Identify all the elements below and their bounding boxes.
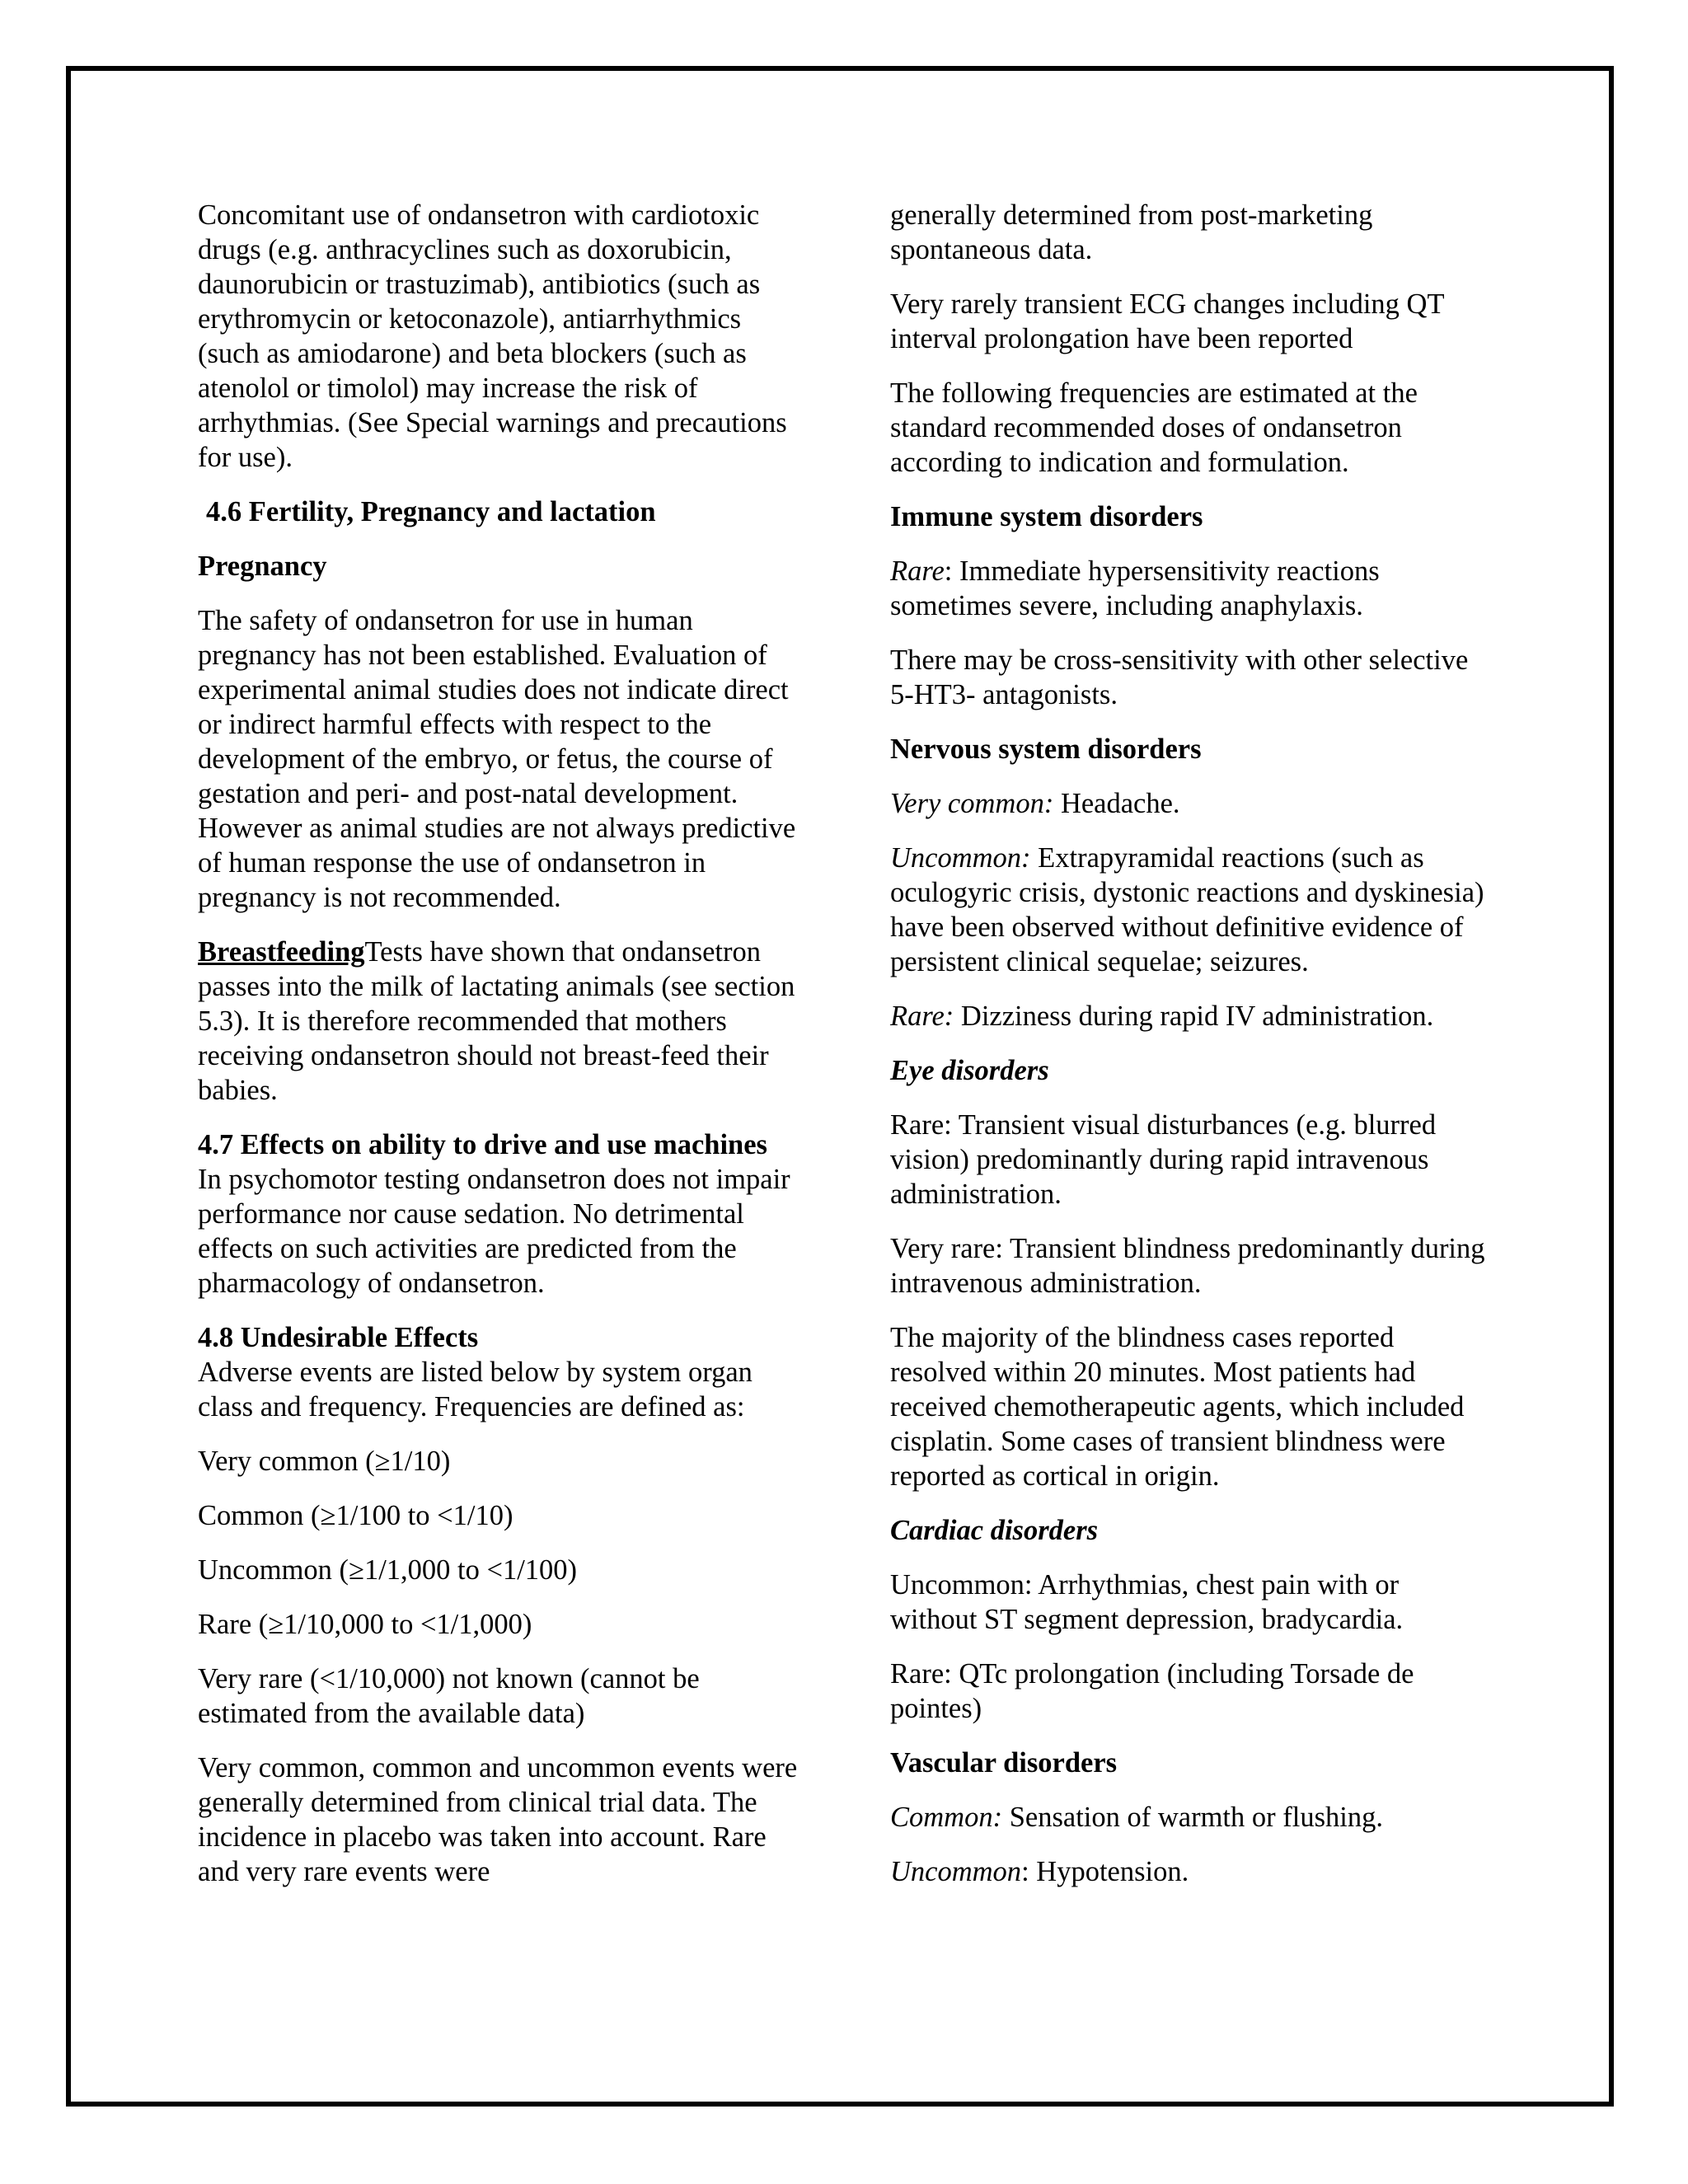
pregnancy-heading: Pregnancy	[198, 551, 327, 582]
nervous-uncommon-text: Extrapyramidal reactions (such as oculogyric crisis, dystonic reactions and dyskinesia) have been observed without definitive evidence of persistent clinical sequelae; seizures.	[890, 842, 1484, 977]
frequency-very-common: Very common (≥1/10)	[198, 1446, 451, 1477]
nervous-very-common-label: Very common:	[890, 788, 1054, 819]
breastfeeding-paragraph	[198, 935, 799, 1108]
eye-very-rare-paragraph: Very rare: Transient blindness predominantly during intravenous administration.	[890, 1233, 1485, 1299]
vascular-common	[890, 1800, 1492, 1835]
immune-heading: Immune system disorders	[890, 501, 1203, 532]
concomitant-paragraph: Concomitant use of ondansetron with cardiotoxic drugs (e.g. anthracyclines such as doxorubicin, daunorubicin or trastuzimab), antibiotics (such as erythromycin or ketoconazole), antiarrhythmics (such as amiodarone) and beta blockers (such as atenolol or timolol) may increase the risk of arrhythmias. (See Special warnings and precautions for use).	[198, 199, 787, 473]
section-4-7-heading: 4.7 Effects on ability to drive and use machines	[198, 1129, 767, 1160]
immune-rare-text: : Immediate hypersensitivity reactions sometimes severe, including anaphylaxis.	[890, 555, 1380, 621]
cross-sensitivity-paragraph: There may be cross-sensitivity with other selective 5-HT3- antagonists.	[890, 644, 1469, 710]
cardiac-uncommon-paragraph: Uncommon: Arrhythmias, chest pain with or without ST segment depression, bradycardia.	[890, 1569, 1404, 1635]
estimated-paragraph: The following frequencies are estimated at the standard recommended doses of ondansetron according to indication and formulation.	[890, 377, 1418, 478]
blindness-paragraph: The majority of the blindness cases reported resolved within 20 minutes. Most patients had received chemotherapeutic agents, which included cisplatin. Some cases of transient blindness were reported as cortical in origin.	[890, 1322, 1465, 1492]
driving-paragraph: In psychomotor testing ondansetron does not impair performance nor cause sedation. No detrimental effects on such activities are predicted from the pharmacology of ondansetron.	[198, 1164, 790, 1299]
left-column	[198, 198, 799, 1909]
pregnancy-paragraph: The safety of ondansetron for use in human pregnancy has not been established. Evaluation of experimental animal studies does not indicate direct or indirect harmful effects with respect to the development of the embryo, or fetus, the course of gestation and peri- and post-natal development. However as animal studies are not always predictive of human response the use of ondansetron in pregnancy is not recommended.	[198, 605, 796, 913]
breastfeeding-heading: Breastfeeding	[198, 936, 365, 968]
section-4-8	[198, 1320, 799, 1424]
ecg-paragraph: Very rarely transient ECG changes including QT interval prolongation have been reported	[890, 288, 1444, 354]
section-4-7	[198, 1127, 799, 1301]
breastfeeding-text: Tests have shown that ondansetron passes into the milk of lactating animals (see section 5.3). It is therefore recommended that mothers receiving ondansetron should not breast-feed their babies.	[198, 936, 795, 1106]
frequency-uncommon: Uncommon (≥1/1,000 to <1/100)	[198, 1554, 578, 1586]
eye-rare-paragraph: Rare: Transient visual disturbances (e.g. blurred vision) predominantly during rapid intravenous administration.	[890, 1109, 1437, 1210]
undesirable-paragraph: Adverse events are listed below by system organ class and frequency. Frequencies are defined as:	[198, 1357, 753, 1422]
vascular-common-label: Common:	[890, 1802, 1003, 1833]
section-4-8-heading: 4.8 Undesirable Effects	[198, 1322, 479, 1353]
vascular-heading: Vascular disorders	[890, 1747, 1118, 1779]
vascular-common-text: Sensation of warmth or flushing.	[1002, 1802, 1383, 1833]
nervous-uncommon-label: Uncommon:	[890, 842, 1031, 874]
determined-paragraph: Very common, common and uncommon events were generally determined from clinical trial data. The incidence in placebo was taken into account. Rare and very rare events were	[198, 1752, 798, 1887]
frequency-very-rare: Very rare (<1/10,000) not known (cannot be estimated from the available data)	[198, 1663, 700, 1729]
immune-rare	[890, 554, 1492, 623]
vascular-uncommon	[890, 1854, 1492, 1889]
continued-paragraph: generally determined from post-marketing spontaneous data.	[890, 199, 1373, 265]
immune-rare-label: Rare	[890, 555, 945, 587]
nervous-very-common	[890, 786, 1492, 821]
nervous-rare	[890, 999, 1492, 1033]
frequency-common: Common (≥1/100 to <1/10)	[198, 1500, 513, 1531]
eye-heading: Eye disorders	[890, 1055, 1049, 1086]
vascular-uncommon-label: Uncommon	[890, 1856, 1022, 1887]
vascular-uncommon-text: : Hypotension.	[1021, 1856, 1189, 1887]
cardiac-rare-paragraph: Rare: QTc prolongation (including Torsade de pointes)	[890, 1658, 1414, 1724]
frequency-rare: Rare (≥1/10,000 to <1/1,000)	[198, 1609, 532, 1640]
nervous-very-common-text: Headache.	[1053, 788, 1180, 819]
nervous-rare-label: Rare:	[890, 1001, 954, 1032]
section-4-6-heading: 4.6 Fertility, Pregnancy and lactation	[206, 496, 656, 527]
nervous-uncommon	[890, 841, 1492, 979]
cardiac-heading: Cardiac disorders	[890, 1515, 1099, 1546]
nervous-heading: Nervous system disorders	[890, 733, 1202, 765]
right-column	[890, 198, 1492, 1909]
nervous-rare-text: Dizziness during rapid IV administration.	[954, 1001, 1434, 1032]
